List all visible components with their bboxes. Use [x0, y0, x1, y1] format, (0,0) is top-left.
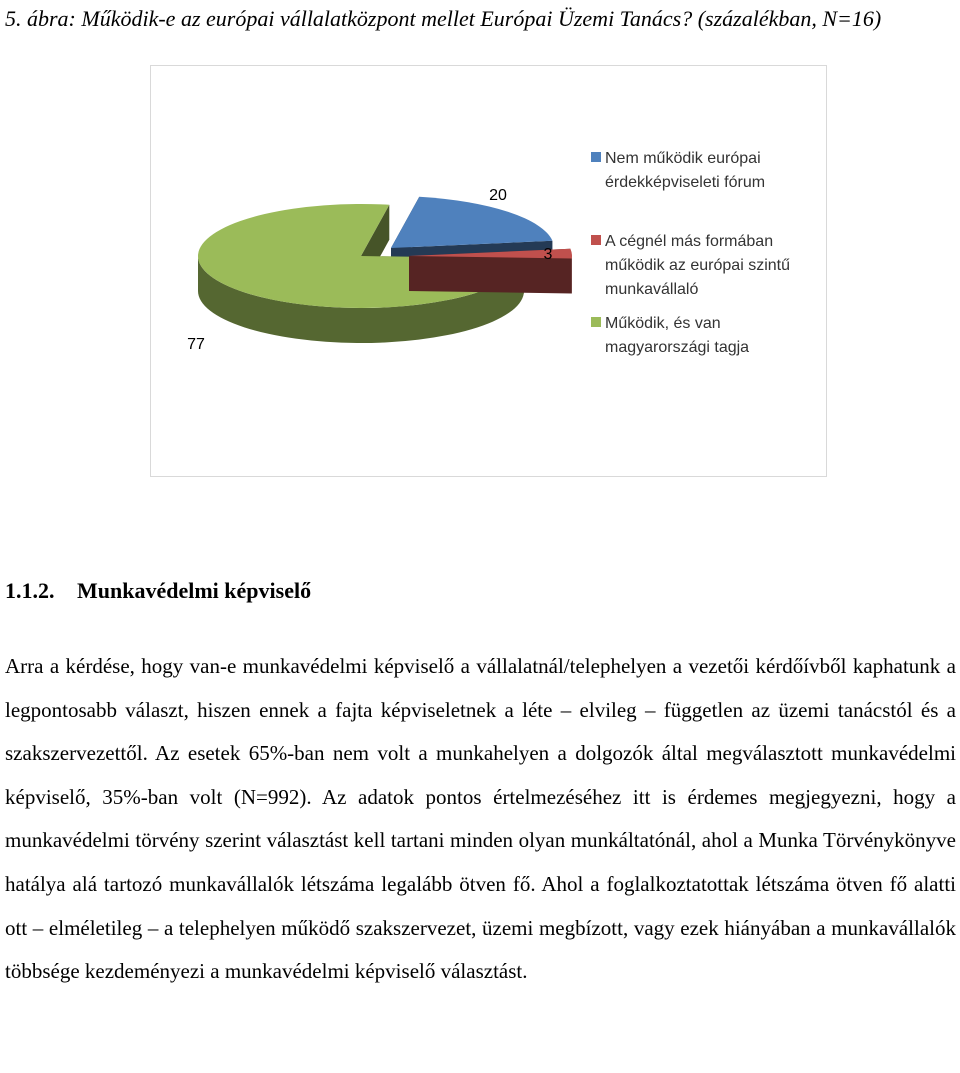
legend-swatch-1 [591, 235, 601, 245]
pie-chart-frame [150, 65, 827, 477]
legend-swatch-2 [591, 317, 601, 327]
legend-label-1-line-0: A cégnél más formában [605, 233, 774, 250]
figure-caption: 5. ábra: Működik-e az európai vállalatközpont mellet Európai Üzemi Tanács? (százalékban, N=16) [5, 6, 882, 31]
legend-label-1-line-2: munkavállaló [605, 281, 699, 298]
legend-label-2-line-0: Működik, és van [605, 315, 721, 332]
legend-label-2-line-1: magyarországi tagja [605, 339, 750, 356]
legend-label-0-line-0: Nem működik európai [605, 150, 761, 167]
section-heading [5, 578, 311, 604]
section-number: 1.1.2. [5, 578, 55, 603]
data-label-2: 77 [187, 336, 205, 353]
legend-item-0 [591, 150, 765, 191]
section-title: Munkavédelmi képviselő [77, 578, 312, 603]
legend-label-0-line-1: érdekképviseleti fórum [605, 174, 766, 191]
pie-chart [151, 66, 828, 478]
legend-label-1-line-1: működik az európai szintű [605, 257, 790, 274]
data-label-0: 20 [489, 187, 507, 204]
body-paragraph: Arra a kérdése, hogy van-e munkavédelmi képviselő a vállalatnál/telephelyen a vezetői kérdőívből kaphatunk a legpontosabb választ, hiszen ennek a fajta képviseletnek a léte – elvileg – független az üzemi tanácstól és a szakszervezettől. Az esetek 65%-ban nem volt a munkahelyen a dolgozók által megválasztott munkavédelmi képviselő, 35%-ban volt (N=992). Az adatok pontos értelmezéséhez itt is érdemes megjegyezni, hogy a munkavédelmi törvény szerint választást kell tartani minden olyan munkáltatónál, ahol a Munka Törvénykönyve hatálya alá tartozó munkavállalók létszáma legalább ötven fő. Ahol a foglalkoztatottak létszáma ötven fő alatti ott – elméletileg – a telephelyen működő szakszervezet, üzemi megbízott, vagy ezek hiányában a munkavállalók többsége kezdeményezi a munkavédelmi képviselő választást. [5, 654, 956, 984]
legend-item-1 [591, 233, 790, 298]
legend-item-2 [591, 315, 749, 356]
legend-swatch-0 [591, 152, 601, 162]
data-label-1: 3 [543, 246, 553, 263]
pie-slice-0-top [391, 197, 552, 248]
